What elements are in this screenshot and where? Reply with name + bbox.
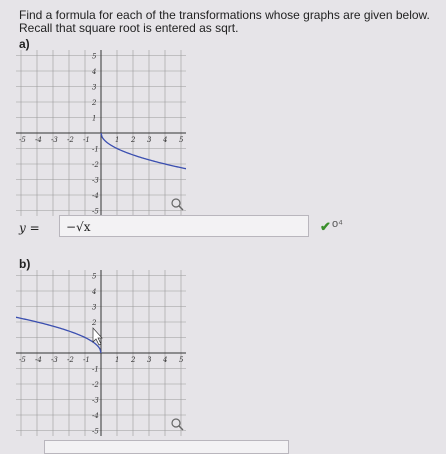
y-tick-label: 2 bbox=[92, 99, 97, 107]
x-tick-label: -4 bbox=[35, 356, 42, 364]
answer-input-a[interactable] bbox=[59, 215, 343, 237]
function-curve bbox=[16, 317, 101, 353]
y-tick-label: -1 bbox=[92, 365, 99, 374]
y-tick-label: -4 bbox=[92, 412, 99, 420]
graph-b bbox=[16, 270, 186, 436]
check-icon: ✔ bbox=[320, 219, 331, 234]
graph-b-svg bbox=[16, 270, 186, 436]
x-tick-label: 2 bbox=[131, 136, 136, 144]
graph-a-svg bbox=[16, 50, 186, 216]
x-tick-label: 4 bbox=[163, 136, 168, 144]
graph-a bbox=[16, 50, 186, 216]
answer-expression: −√x bbox=[66, 220, 91, 234]
y-tick-label: 3 bbox=[92, 83, 97, 92]
x-tick-label: 5 bbox=[179, 136, 184, 144]
answer-prefix: y = bbox=[19, 221, 40, 235]
x-tick-label: -1 bbox=[83, 136, 90, 144]
y-tick-label: 3 bbox=[92, 303, 97, 312]
y-tick-label: 1 bbox=[92, 114, 97, 123]
y-tick-label: -4 bbox=[92, 192, 99, 200]
part-a-label: a) bbox=[19, 37, 30, 51]
x-tick-label: -2 bbox=[67, 356, 74, 364]
x-tick-label: 2 bbox=[131, 356, 136, 364]
y-tick-label: -2 bbox=[92, 381, 99, 389]
prompt-line-2: Recall that square root is entered as sqrt. bbox=[19, 21, 239, 35]
y-tick-label: 2 bbox=[92, 319, 97, 327]
function-curve bbox=[101, 133, 186, 169]
y-tick-label: -3 bbox=[92, 176, 99, 185]
question-prompt bbox=[19, 9, 439, 35]
x-tick-label: -5 bbox=[19, 356, 26, 364]
x-tick-label: -3 bbox=[51, 356, 58, 364]
x-tick-label: -1 bbox=[83, 356, 90, 364]
y-tick-label: -3 bbox=[92, 396, 99, 405]
x-tick-label: 5 bbox=[179, 356, 184, 364]
magnify-icon[interactable] bbox=[172, 419, 183, 430]
y-tick-label: 4 bbox=[92, 68, 97, 76]
y-tick-label: 4 bbox=[92, 288, 97, 296]
x-tick-label: -5 bbox=[19, 136, 26, 144]
part-b-label: b) bbox=[19, 257, 31, 271]
x-tick-label: 3 bbox=[147, 356, 152, 364]
x-tick-label: 4 bbox=[163, 356, 168, 364]
y-tick-label: 5 bbox=[92, 272, 97, 281]
prompt-line-1: Find a formula for each of the transformations whose graphs are given below. bbox=[19, 8, 430, 22]
key-icon[interactable]: o⁴ bbox=[332, 218, 343, 230]
x-tick-label: -3 bbox=[51, 136, 58, 144]
y-tick-label: -1 bbox=[92, 145, 99, 154]
y-tick-label: 5 bbox=[92, 52, 97, 61]
answer-row-a bbox=[19, 213, 429, 239]
x-tick-label: -2 bbox=[67, 136, 74, 144]
y-tick-label: -5 bbox=[92, 207, 99, 216]
y-tick-label: -2 bbox=[92, 161, 99, 169]
x-tick-label: 1 bbox=[115, 356, 120, 364]
x-tick-label: 3 bbox=[147, 136, 152, 144]
x-tick-label: 1 bbox=[115, 136, 120, 144]
magnify-icon[interactable] bbox=[172, 199, 183, 210]
answer-input-b[interactable] bbox=[44, 440, 289, 454]
x-tick-label: -4 bbox=[35, 136, 42, 144]
y-tick-label: -5 bbox=[92, 427, 99, 436]
